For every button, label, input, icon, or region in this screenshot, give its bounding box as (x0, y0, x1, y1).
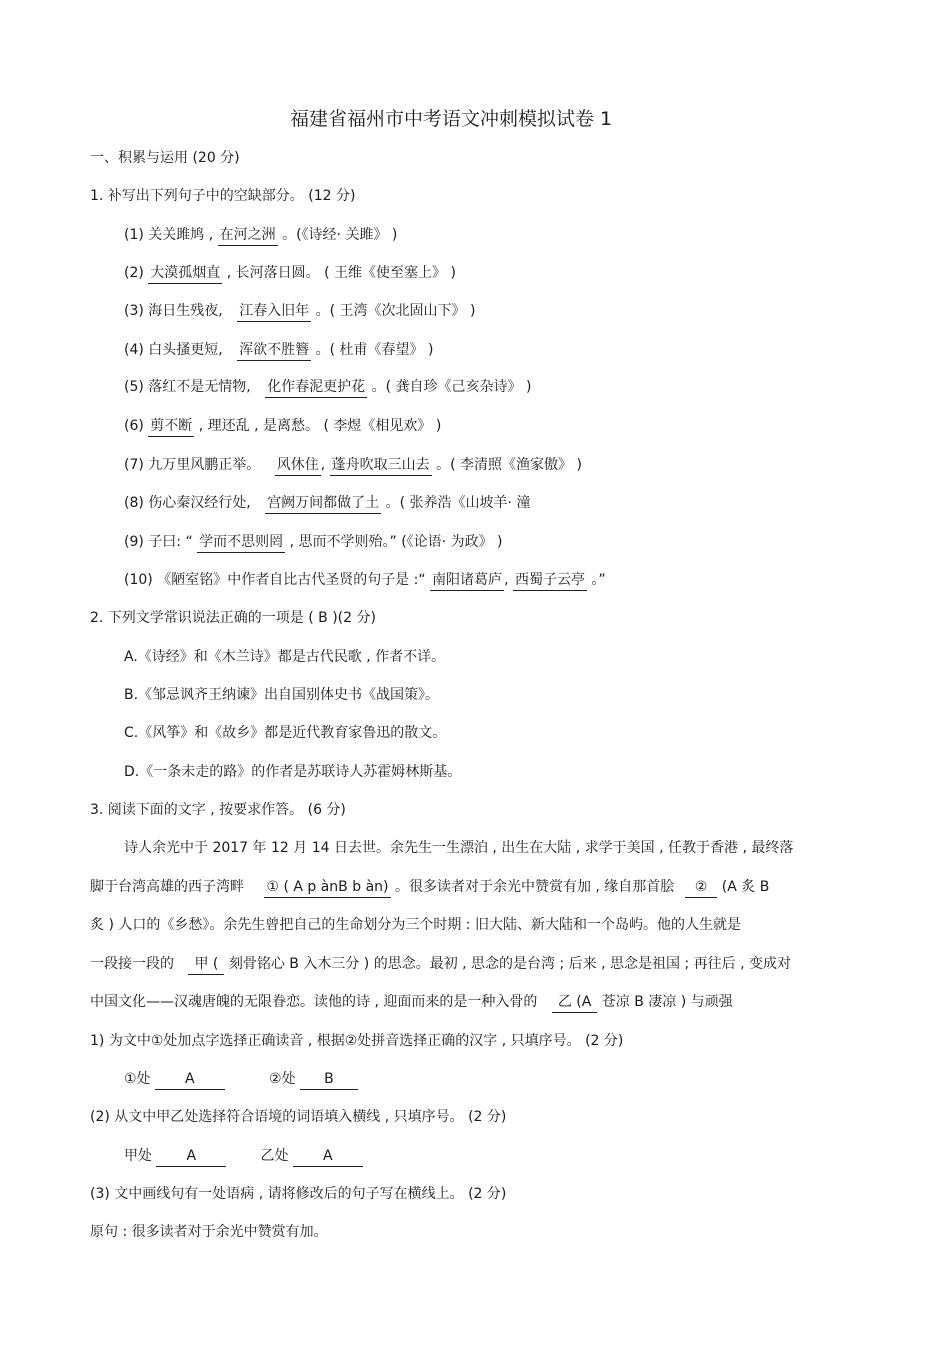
q2-option-a: A.《诗经》和《木兰诗》都是古代民歌 , 作者不详。 (124, 649, 446, 665)
q1-item-10: (10) 《陋室铭》中作者自比古代圣贤的句子是 :“ 南阳诸葛庐 , 西蜀子云亭 。” (124, 570, 606, 591)
answer-blank: 浑欲不胜簪 (237, 340, 311, 361)
answer-blank: 化作春泥更护花 (265, 377, 367, 398)
passage-line-1: 诗人余光中于 2017 年 12 月 14 日去世。余先生一生漂泊 , 出生在大陆 , 求学于美国 , 任教于香港 , 最终落 (124, 840, 794, 856)
answer-blank: 在河之洲 (218, 225, 278, 246)
sub-question-2-answers: 甲处 A 乙处 A (124, 1146, 363, 1167)
q1-item-1: (1) 关关雎鸠 , 在河之洲 。(《诗经· 关雎》 ) (124, 225, 397, 246)
q1-item-8: (8) 伤心秦汉经行处, 宫阙万间都做了土 。( 张养浩《山坡羊· 潼 (124, 493, 530, 514)
answer-blank: 学而不思则罔 (197, 532, 285, 553)
sub-question-3: (3) 文中画线句有一处语病 , 请将修改后的句子写在横线上。 (2 分) (90, 1186, 507, 1202)
answer-blank: ② (685, 877, 718, 898)
answer-blank: 蓬舟吹取三山去 (330, 455, 432, 476)
question-2-stem: 2. 下列文学常识说法正确的一项是 ( B )(2 分) (90, 610, 376, 626)
answer-blank: 剪不断 (148, 416, 194, 437)
sub-question-1: 1) 为文中①处加点字选择正确读音 , 根据②处拼音选择正确的汉字 , 只填序号。 (2 分) (90, 1033, 624, 1049)
original-sentence: 原句 : 很多读者对于余光中赞赏有加。 (90, 1224, 328, 1240)
passage-line-3: 炙 ) 人口的《乡愁》。余先生曾把自己的生命划分为三个时期 : 旧大陆、新大陆和一个岛屿。他的人生就是 (90, 917, 741, 933)
sub-question-2: (2) 从文中甲乙处选择符合语境的词语填入横线 , 只填序号。 (2 分) (90, 1109, 507, 1125)
q2-option-b: B.《邹忌讽齐王纳谏》出自国别体史书《战国策》。 (124, 687, 440, 703)
q1-item-6: (6) 剪不断 , 理还乱 , 是离愁。 ( 李煜《相见欢》 ) (124, 416, 441, 437)
question-1-stem: 1. 补写出下列句子中的空缺部分。 (12 分) (90, 188, 356, 204)
q2-option-d: D.《一条未走的路》的作者是苏联诗人苏霍姆林斯基。 (124, 764, 462, 780)
passage-line-2: 脚于台湾高雄的西子湾畔 ① ( A p ànB b àn) 。很多读者对于余光中赞赏有加 , 缘自那首脍 ② (A 炙 B (90, 877, 769, 898)
answer-blank: 大漠孤烟直 (148, 263, 222, 284)
q1-item-9: (9) 子曰: “ 学而不思则罔 , 思而不学则殆。” (《论语· 为政》 ) (124, 532, 503, 553)
answer-blank: A (156, 1146, 226, 1167)
answer-blank: 乙 (A (552, 992, 598, 1013)
sub-question-1-answers: ①处 A ②处 B (124, 1069, 358, 1090)
answer-blank: A (293, 1146, 363, 1167)
q1-item-3: (3) 海日生残夜, 江春入旧年 。( 王湾《次北固山下》 ) (124, 301, 475, 322)
q1-item-4: (4) 白头搔更短, 浑欲不胜簪 。( 杜甫《春望》 ) (124, 340, 433, 361)
passage-line-5: 中国文化——汉魂唐魄的无限眷恋。读他的诗 , 迎面而来的是一种入骨的 乙 (A 苍凉 B 凄凉 ) 与顽强 (90, 992, 733, 1013)
q1-item-2: (2) 大漠孤烟直 , 长河落日圆。 ( 王维《使至塞上》 ) (124, 263, 456, 284)
q2-option-c: C.《风筝》和《故乡》都是近代教育家鲁迅的散文。 (124, 725, 447, 741)
page-title: 福建省福州市中考语文冲刺模拟试卷 1 (290, 108, 613, 130)
answer-blank: 南阳诸葛庐 (430, 570, 504, 591)
answer-blank: 江春入旧年 (237, 301, 311, 322)
q1-item-5: (5) 落红不是无情物, 化作春泥更护花 。( 龚自珍《己亥杂诗》 ) (124, 377, 531, 398)
passage-line-4: 一段接一段的 甲 ( 刻骨铭心 B 入木三分 ) 的思念。最初 , 思念的是台湾 ; 后来 , 思念是祖国 ; 再往后 , 变成对 (90, 954, 791, 975)
question-3-stem: 3. 阅读下面的文字 , 按要求作答。 (6 分) (90, 802, 346, 818)
answer-blank: B (300, 1069, 358, 1090)
answer-blank: 甲 ( (188, 954, 224, 975)
q1-item-7: (7) 九万里风鹏正举。 风休住 , 蓬舟吹取三山去 。( 李清照《渔家傲》 ) (124, 455, 582, 476)
answer-blank: ① ( A p ànB b àn) (264, 877, 390, 898)
section-heading: 一、积累与运用 (20 分) (90, 150, 240, 166)
answer-blank: A (155, 1069, 225, 1090)
answer-blank: 西蜀子云亭 (513, 570, 587, 591)
answer-blank: 风休住 (275, 455, 321, 476)
answer-blank: 宫阙万间都做了土 (265, 493, 381, 514)
